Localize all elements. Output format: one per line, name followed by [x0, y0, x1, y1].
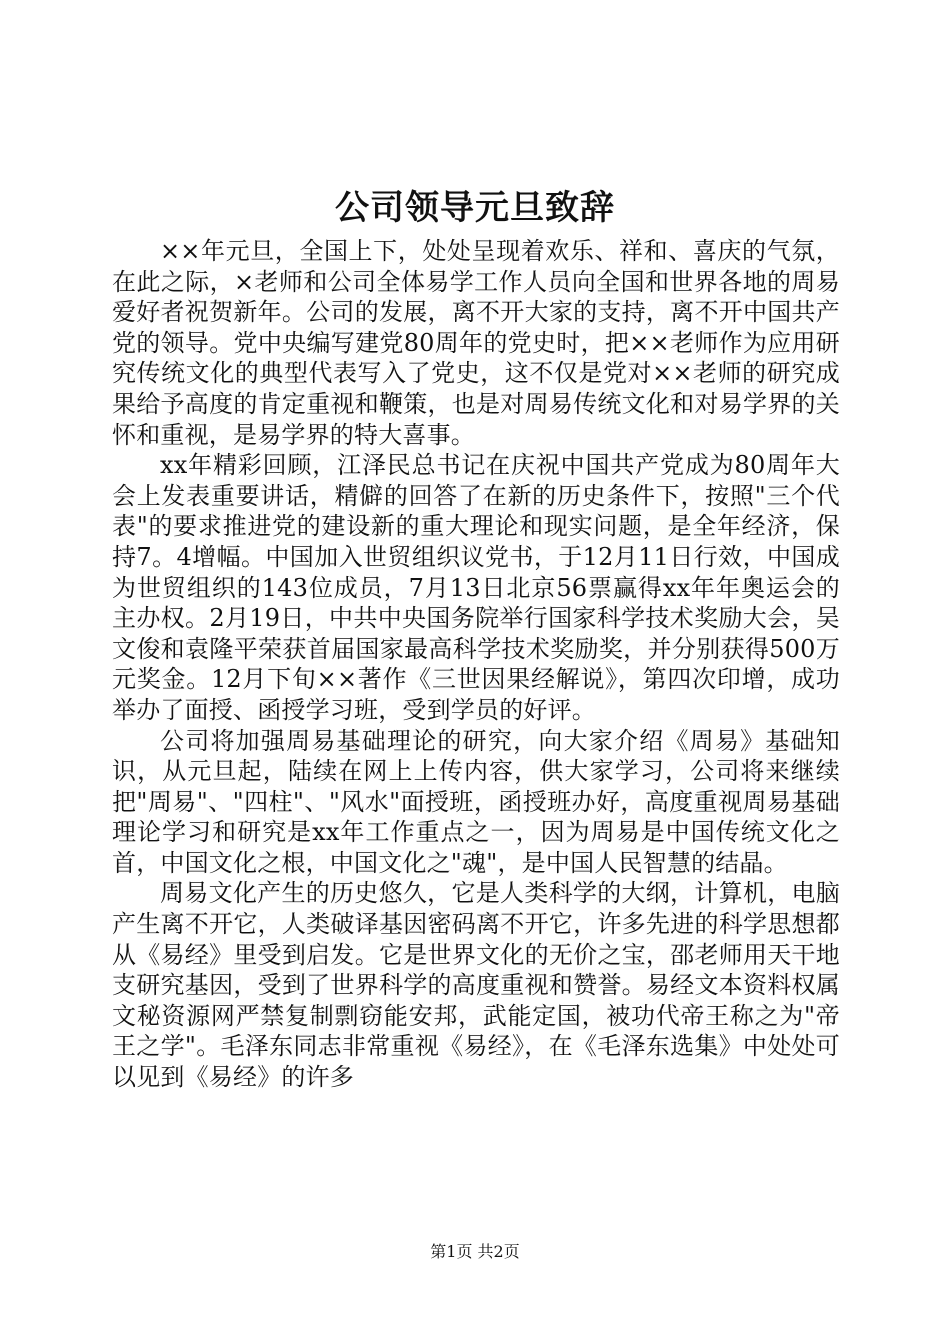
paragraph-3: 公司将加强周易基础理论的研究，向大家介绍《周易》基础知识，从元旦起，陆续在网上上传内容，供大家学习，公司将来继续把"周易"、"四柱"、"风水"面授班，函授班办好，高度重视周易基础理论学习和研究是xx年工作重点之一，因为周易是中国传统文化之首，中国文化之根，中国文化之"魂"，是中国人民智慧的结晶。 — [112, 726, 840, 877]
paragraph-4: 周易文化产生的历史悠久，它是人类科学的大纲，计算机，电脑产生离不开它，人类破译基因密码离不开它，许多先进的科学思想都从《易经》里受到启发。它是世界文化的无价之宝，邵老师用天干地支研究基因，受到了世界科学的高度重视和赞誉。易经文本资料权属文秘资源网严禁复制剽窃能安邦，武能定国，被功代帝王称之为"帝王之学"。毛泽东同志非常重视《易经》，在《毛泽东选集》中处处可以见到《易经》的许多 — [112, 879, 840, 1092]
document-title: 公司领导元旦致辞 — [335, 188, 615, 228]
page-number-footer: 第1页 共2页 — [430, 1242, 520, 1261]
document-body — [112, 236, 840, 1093]
paragraph-1: ××年元旦，全国上下，处处呈现着欢乐、祥和、喜庆的气氛，在此之际，×老师和公司全体易学工作人员向全国和世界各地的周易爱好者祝贺新年。公司的发展，离不开大家的支持，离不开中国共产党的领导。党中央编写建党80周年的党史时，把××老师作为应用研究传统文化的典型代表写入了党史，这不仅是党对××老师的研究成果给予高度的肯定重视和鞭策，也是对周易传统文化和对易学界的关怀和重视，是易学界的特大喜事。 — [112, 237, 840, 449]
paragraph-2: xx年精彩回顾，江泽民总书记在庆祝中国共产党成为80周年大会上发表重要讲话，精僻的回答了在新的历史条件下，按照"三个代表"的要求推进党的建设新的重大理论和现实问题，是全年经济，保持7。4增幅。中国加入世贸组织议党书，于12月11日行效，中国成为世贸组织的143位成员，7月13日北京56票赢得xx年年奥运会的主办权。2月19日，中共中央国务院举行国家科学技术奖励大会，吴文俊和袁隆平荣获首届国家最高科学技术奖励奖，并分别获得500万元奖金。12月下旬××著作《三世因果经解说》，第四次印增，成功举办了面授、函授学习班，受到学员的好评。 — [112, 451, 840, 724]
